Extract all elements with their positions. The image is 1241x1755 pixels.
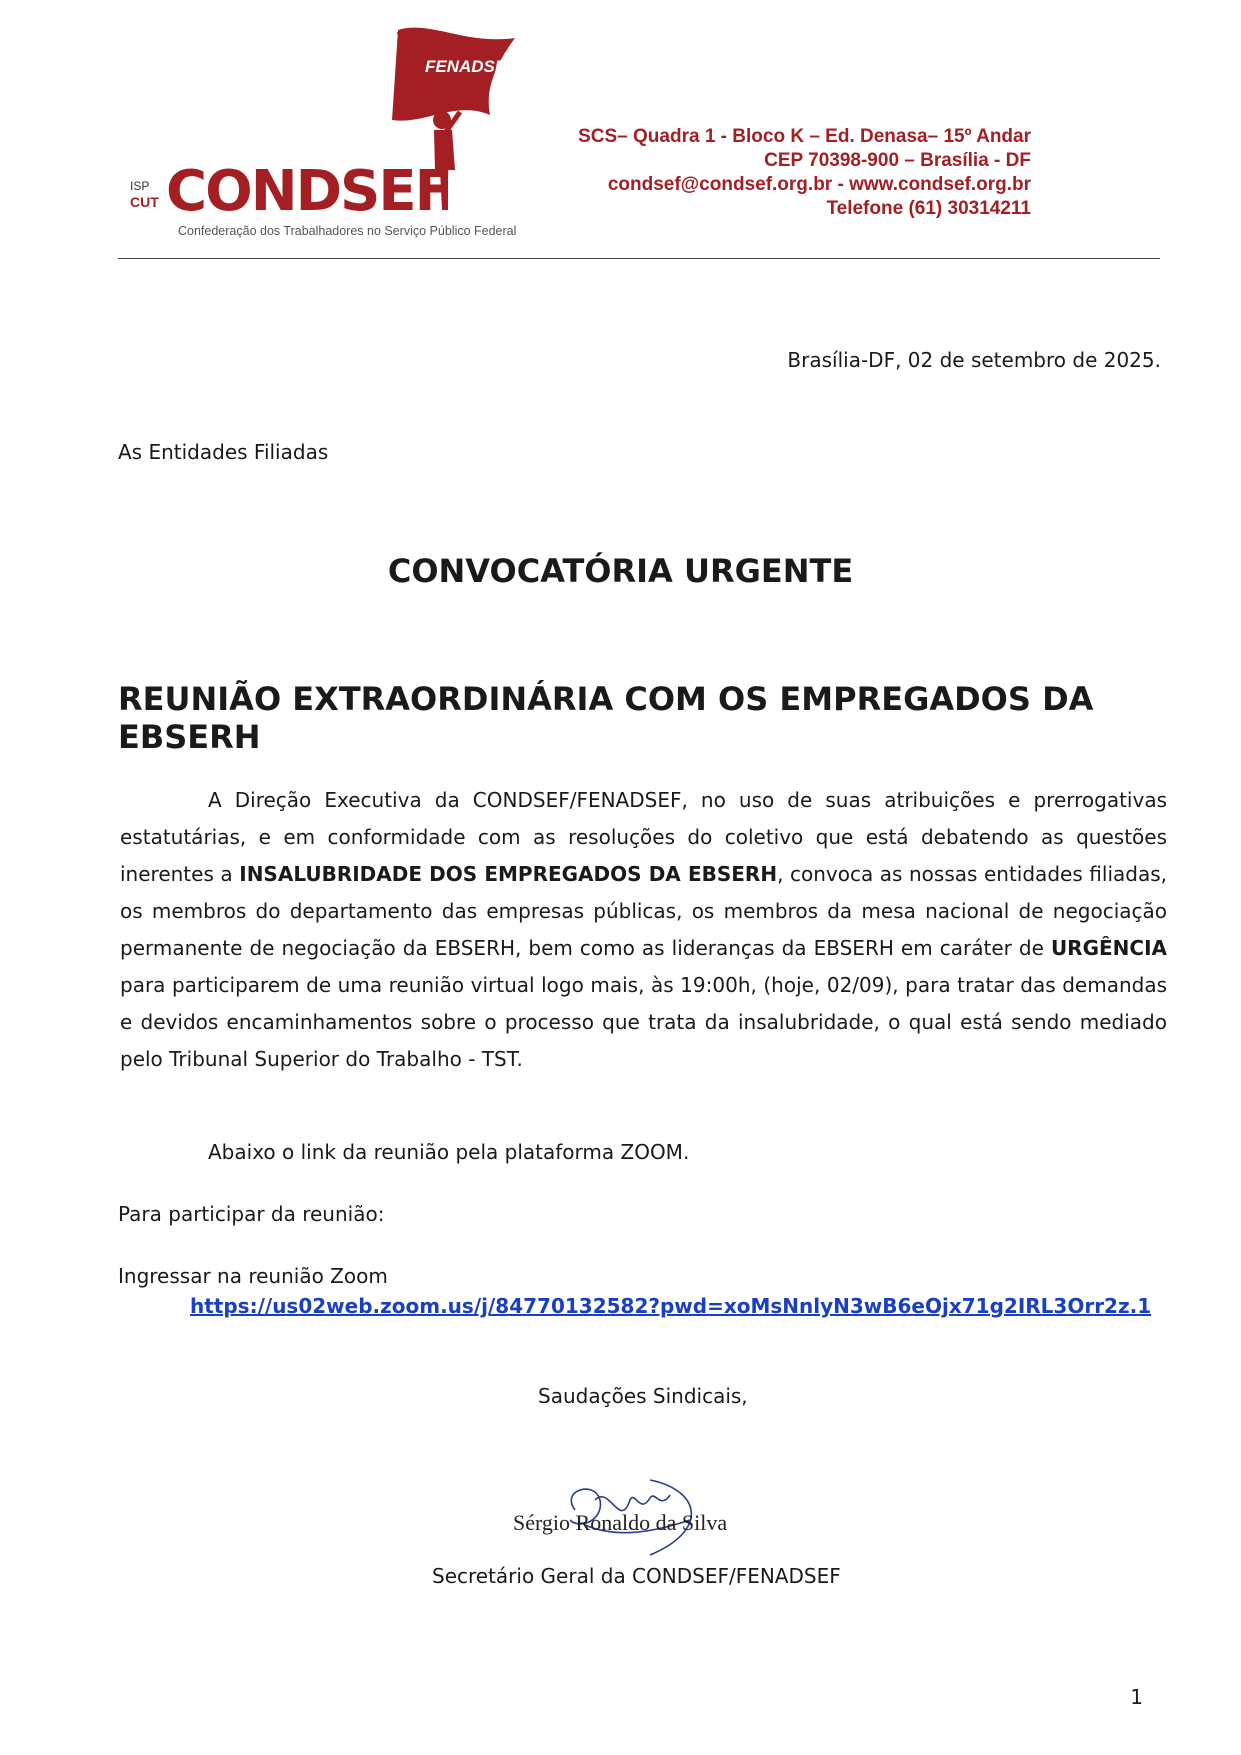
address-line: CEP 70398-900 – Brasília - DF — [764, 150, 1031, 171]
zoom-meeting-link[interactable]: https://us02web.zoom.us/j/84770132582?pwd=xoMsNnlyN3wB6eOjx71g2IRL3Orr2z.1 — [190, 1294, 1152, 1318]
signatory-name: Sérgio Ronaldo da Silva — [513, 1510, 728, 1535]
cut-mark: CUT — [130, 194, 159, 210]
paragraph-text: para participarem de uma reunião virtual logo mais, às 19:00h, (hoje, 02/09), para tratar das demandas e devidos encaminhamentos sobre o processo que trata da insalubridade, o qual está sendo mediado pelo Tribunal Superior do Trabalho - TST. — [120, 973, 1167, 1071]
body-paragraph — [120, 782, 1167, 1078]
letter-recipient: As Entidades Filiadas — [118, 440, 329, 464]
isp-mark: ISP — [130, 179, 150, 193]
contact-line[interactable]: condsef@condsef.org.br - www.condsef.org.br — [607, 174, 1031, 195]
closing-greeting: Saudações Sindicais, — [538, 1384, 748, 1408]
brand-subtitle: Confederação dos Trabalhadores no Serviço Público Federal — [178, 224, 517, 238]
link-intro: Abaixo o link da reunião pela plataforma ZOOM. — [208, 1140, 690, 1164]
signatory-role: Secretário Geral da CONDSEF/FENADSEF — [432, 1564, 841, 1588]
participate-label: Para participar da reunião: — [118, 1202, 385, 1226]
address-block — [578, 125, 1031, 221]
letter-subtitle: REUNIÃO EXTRAORDINÁRIA COM OS EMPREGADOS DA EBSERH — [118, 680, 1094, 756]
condsef-logo — [130, 20, 550, 250]
paragraph-text: A Direção Executiva da CONDSEF/FENADSEF, no uso de suas atribuições e prerrogativas estatutárias, e em conformidade com as resoluções do coletivo que está debatendo as questões inerentes a — [120, 788, 1167, 886]
flag-text: FENADSEF — [425, 57, 517, 76]
page-number: 1 — [1130, 1685, 1143, 1709]
paragraph-emphasis: URGÊNCIA — [1050, 936, 1167, 960]
join-label: Ingressar na reunião Zoom — [118, 1264, 388, 1288]
phone-line: Telefone (61) 30314211 — [826, 198, 1031, 219]
flag-bearer-logo-icon — [130, 20, 550, 250]
paragraph-text: , convoca as nossas entidades filiadas, os membros do departamento das empresas públicas, os membros da mesa nacional de negociação permanente de negociação da EBSERH, bem como as lideranças da EBSERH em caráter de — [120, 862, 1167, 960]
letter-date: Brasília-DF, 02 de setembro de 2025. — [787, 348, 1161, 372]
brand-wordmark: CONDSEF — [166, 159, 451, 224]
letter-title: CONVOCATÓRIA URGENTE — [387, 552, 854, 590]
header-divider — [118, 258, 1160, 259]
address-line: SCS– Quadra 1 - Bloco K – Ed. Denasa– 15º Andar — [578, 126, 1031, 147]
paragraph-emphasis: INSALUBRIDADE DOS EMPREGADOS DA EBSERH — [239, 862, 778, 886]
